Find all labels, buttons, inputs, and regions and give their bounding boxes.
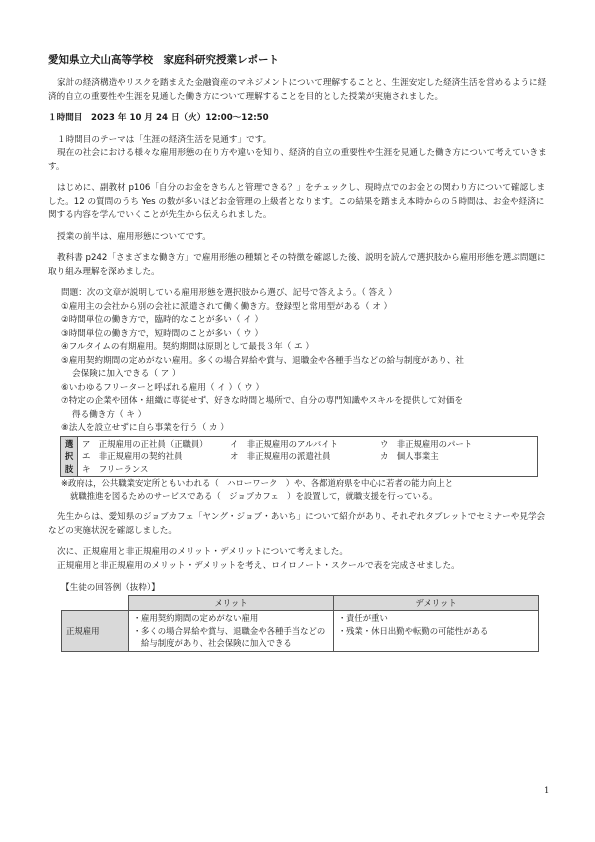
theme-description: 現在の社会における様々な雇用形態の在り方や違いを知り、経済的自立の重要性や生涯を見通した働き方について考えていきます。 (48, 148, 547, 172)
choice-option: イ 非正規雇用のアルバイト (230, 438, 338, 449)
choice-option: エ 非正規雇用の契約社員 (82, 451, 183, 461)
question-intro: 問題：次の文章が説明している雇用形態を選択肢から選び、記号で答えよう。（ 答え ） (61, 288, 397, 298)
choices-row (82, 438, 533, 451)
choices-table (60, 436, 538, 478)
question-item: ⑥いわゆるフリーターと呼ばれる雇用（ イ ）（ ウ ） (61, 382, 265, 393)
question-item-continuation: 得る働き方（ キ ） (72, 409, 147, 420)
government-note (61, 477, 548, 503)
table-corner (62, 596, 129, 611)
choices-label-text: 選 択 肢 (64, 438, 74, 474)
merit-item: ・ 雇用契約期間の定めがない雇用 (133, 613, 259, 623)
comparison-table (61, 595, 539, 652)
choice-option: キ フリーランス (82, 463, 149, 474)
question-item-continuation: 会保険に加入できる（ ア ） (72, 369, 181, 379)
check-paragraph: はじめに、副教材 p106「自分のお金をきちんと管理できる？」をチェックし、現時点でのお金との関わり方について確認しました。12 の質問のうち Yes の数が多いほどお金管理の上級者となります。この結果を踏まえ本時からの５時間は、お金や経済に関する内容を学んでいくことが先生から伝えられました。 (48, 183, 546, 220)
report-page (48, 52, 548, 652)
merit-item: ・ 多くの場合昇給や賞与、退職金や各種手当などの給与制度があり、社会保険に加入できる (133, 625, 326, 648)
note-line-continuation: 就職推進を図るためのサービスである（ ジョブカフェ ）を設置して，就職支援を行っている。 (70, 491, 438, 501)
first-half-line: 授業の前半は、雇用形態についてです。 (57, 231, 211, 242)
question-item: ③時間単位の働き方で，短時間のことが多い（ ウ ） (61, 328, 264, 339)
demerit-item: ・ 責任が重い (338, 613, 388, 623)
theme-line: １時間目のテーマは「生涯の経済生活を見通す」です。 (57, 134, 272, 145)
period-heading: １時間目 2023 年 10 月 24 日（火）12:00～12:50 (48, 113, 269, 123)
report-title: 愛知県立犬山高等学校 家庭科研究授業レポート (48, 54, 279, 66)
textbook-paragraph: 教科書 p242「さまざまな働き方」で雇用形態の種類とその特徴を確認した後、説明を読んで選択肢から雇用形態を選ぶ問題に取り組み理解を深めました。 (48, 253, 546, 277)
demerit-item: ・ 残業・休日出勤や転勤の可能性がある (338, 625, 489, 636)
merit-cell (129, 611, 334, 652)
next-topic-line: 次に、正規雇用と非正規雇用のメリット・デメリットについて考えました。 (57, 547, 348, 557)
question-item: ⑧法人を設立せずに自ら事業を行う（ カ ） (61, 423, 229, 433)
header-demerit: デメリット (334, 596, 539, 611)
choice-option: オ 非正規雇用の派遣社員 (230, 451, 331, 461)
question-item: ④フルタイムの有期雇用。契約期間は原則として最長３年（ エ ） (61, 342, 314, 352)
answer-example-label: 【生徒の回答例（抜粋）】 (61, 583, 160, 593)
choices-label (61, 436, 78, 477)
note-line: ※政府は，公共職業安定所ともいわれる（ ハローワーク ）や、各都道府県を中心に若者の能力向上と (61, 478, 454, 488)
jobcafe-paragraph: 先生からは、愛知県のジョブカフェ「ヤング・ジョブ・あいち」について紹介があり、それぞれタブレットでセミナーや見学会などの実施状況を確認しました。 (48, 512, 546, 536)
question-item: ⑤雇用契約期間の定めがない雇用。多くの場合昇給や賞与、退職金や各種手当などの給与制度があり、社 (61, 355, 465, 366)
question-item: ①雇用主の会社から別の会社に派遣されて働く働き方。登録型と常用型がある（ オ ） (61, 301, 393, 312)
question-block (61, 287, 548, 436)
choice-option: カ 個人事業主 (380, 451, 439, 461)
choice-option: ウ 非正規雇用のパート (380, 438, 473, 449)
choices-row (82, 450, 533, 463)
choices-row (82, 463, 533, 476)
next-task-line: 正規雇用と非正規雇用のメリット・デメリットを考え、ロイロノート・スクールで表を完成させました。 (57, 560, 460, 571)
intro-paragraph: 家計の経済構造やリスクを踏まえた金融資産のマネジメントについて理解することと、生涯安定した経済生活を営めるように経済的自立の重要性や生涯を見通した働き方について理解することを目的とした授業が実施されました。 (48, 78, 547, 102)
choice-option: ア 正規雇用の正社員（正職員） (82, 438, 208, 449)
choices-body (78, 436, 538, 477)
row-label-regular: 正規雇用 (62, 611, 129, 652)
question-item: ②時間単位の働き方で，臨時的なことが多い（ イ ） (61, 315, 264, 325)
header-merit: メリット (129, 596, 334, 611)
demerit-cell (334, 611, 539, 652)
question-item: ⑦特定の企業や団体・組織に専従せず、好きな時間と場所で、自分の専門知識やスキルを提供して対価を (61, 396, 464, 406)
page-number: 1 (544, 786, 550, 796)
